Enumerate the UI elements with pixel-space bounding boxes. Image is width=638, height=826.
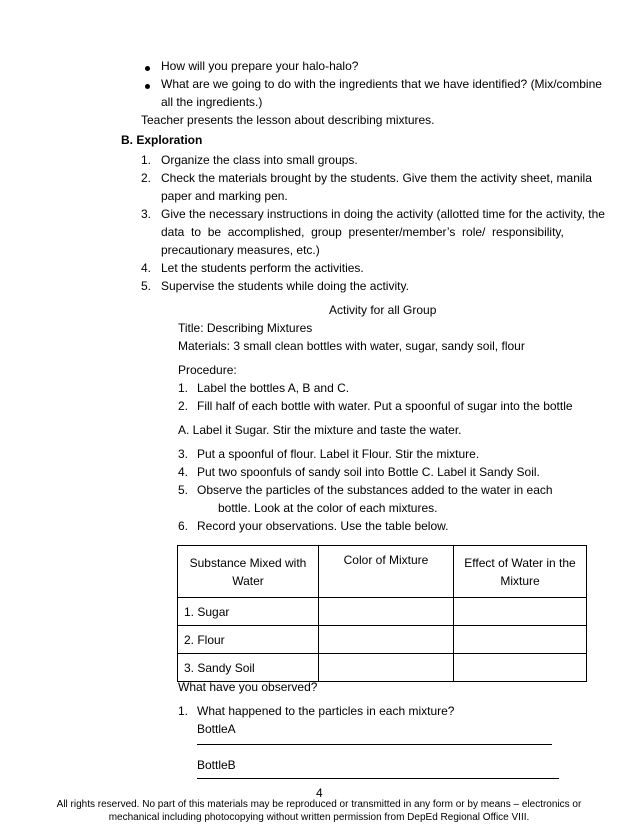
bullet-icon: [145, 84, 150, 89]
activity-title: Title: Describing Mixtures: [178, 321, 313, 335]
observed-question: What have you observed?: [178, 680, 318, 694]
table-row: [178, 626, 587, 654]
table-cell-effect[interactable]: [454, 654, 587, 682]
step-3-text: Give the necessary instructions in doing the activity (allotted time for the activity, the: [161, 207, 605, 221]
intro-bullet-2: What are we going to do with the ingredients that we have identified? (Mix/combine: [161, 77, 602, 91]
question-1: What happened to the particles in each mixture?: [197, 704, 455, 718]
answer-line-bottle-a[interactable]: [197, 744, 552, 745]
step-number: 2.: [178, 399, 189, 413]
table-header-cell: [178, 546, 319, 598]
table-cell-color[interactable]: [319, 654, 454, 682]
step-3-text-cont: precautionary measures, etc.): [161, 243, 320, 257]
intro-bullet-1: How will you prepare your halo-halo?: [161, 59, 359, 73]
step-number: 1.: [141, 153, 152, 167]
bullet-icon: [145, 66, 150, 71]
procedure-label: Procedure:: [178, 363, 237, 377]
step-2-text-cont: paper and marking pen.: [161, 189, 288, 203]
procedure-note: A. Label it Sugar. Stir the mixture and taste the water.: [178, 423, 462, 437]
procedure-6: Record your observations. Use the table below.: [197, 519, 449, 533]
header-line: Substance Mixed with: [189, 555, 307, 570]
step-number: 6.: [178, 519, 189, 533]
step-number: 5.: [178, 483, 189, 497]
step-1-text: Organize the class into small groups.: [161, 153, 358, 167]
answer-line-bottle-b[interactable]: [197, 778, 559, 779]
table-cell-color[interactable]: [319, 626, 454, 654]
table-header-row: [178, 546, 587, 598]
header-line: Effect of Water in the: [464, 555, 576, 570]
header-line: Mixture: [500, 573, 540, 588]
procedure-3: Put a spoonful of flour. Label it Flour. Stir the mixture.: [197, 447, 480, 461]
table-header-cell: [319, 546, 454, 598]
step-number: 5.: [141, 279, 152, 293]
bottle-b-label: BottleB: [197, 758, 236, 772]
teacher-line: Teacher presents the lesson about describing mixtures.: [141, 113, 435, 127]
table-cell-substance: 2. Flour: [178, 626, 319, 654]
step-5-text: Supervise the students while doing the activity.: [161, 279, 409, 293]
step-number: 1.: [178, 381, 189, 395]
header-line: Water: [232, 573, 264, 588]
procedure-5-cont: bottle. Look at the color of each mixtures.: [218, 501, 438, 515]
activity-heading: Activity for all Group: [329, 303, 437, 317]
table-header-cell: [454, 546, 587, 598]
table-row: [178, 598, 587, 626]
table-cell-effect[interactable]: [454, 598, 587, 626]
table-cell-color[interactable]: [319, 598, 454, 626]
procedure-2: Fill half of each bottle with water. Put a spoonful of sugar into the bottle: [197, 399, 573, 413]
procedure-4: Put two spoonfuls of sandy soil into Bottle C. Label it Sandy Soil.: [197, 465, 540, 479]
step-number: 2.: [141, 171, 152, 185]
step-3-text-cont: data to be accomplished, group presenter/member’s role/ responsibility,: [161, 225, 564, 239]
step-4-text: Let the students perform the activities.: [161, 261, 364, 275]
table-cell-substance: 1. Sugar: [178, 598, 319, 626]
table-cell-effect[interactable]: [454, 626, 587, 654]
step-number: 4.: [141, 261, 152, 275]
bottle-a-label: BottleA: [197, 722, 236, 736]
procedure-1: Label the bottles A, B and C.: [197, 381, 350, 395]
observation-table: [177, 545, 587, 682]
step-number: 4.: [178, 465, 189, 479]
footer-line-1: All rights reserved. No part of this materials may be reproduced or transmitted in any form or by means – electronics or: [56, 799, 582, 810]
step-number: 1.: [178, 704, 189, 718]
header-line: Color of Mixture: [343, 553, 429, 567]
procedure-5: Observe the particles of the substances added to the water in each: [197, 483, 553, 497]
table-cell-substance: 3. Sandy Soil: [178, 654, 319, 682]
step-number: 3.: [141, 207, 152, 221]
footer-line-2: mechanical including photocopying without written permission from DepEd Regional Office VIII.: [108, 812, 530, 823]
step-number: 3.: [178, 447, 189, 461]
page-number: 4: [316, 786, 323, 800]
exploration-heading: B. Exploration: [121, 133, 203, 147]
activity-materials: Materials: 3 small clean bottles with water, sugar, sandy soil, flour: [178, 339, 525, 353]
step-2-text: Check the materials brought by the students. Give them the activity sheet, manila: [161, 171, 592, 185]
intro-bullet-2-cont: all the ingredients.): [161, 95, 263, 109]
